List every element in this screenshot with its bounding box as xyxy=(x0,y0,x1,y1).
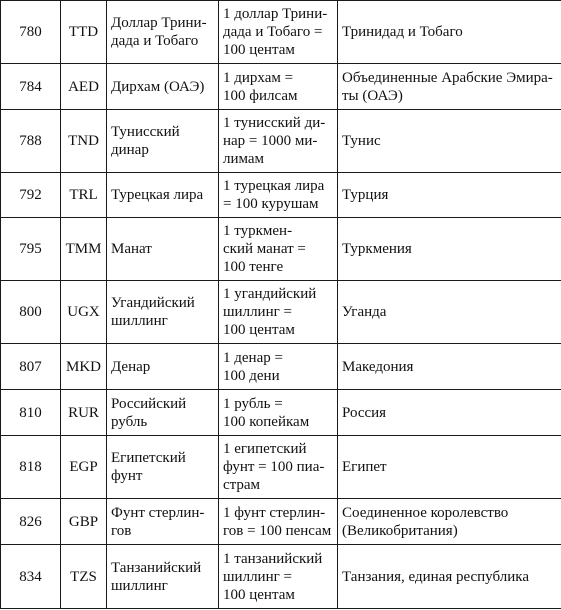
numeric-code-cell: 784 xyxy=(1,64,61,110)
numeric-code-cell: 834 xyxy=(1,545,61,609)
country-cell: Турция xyxy=(338,173,561,218)
currency-name-cell: Египетский фунт xyxy=(107,436,219,499)
country-cell: Россия xyxy=(338,390,561,436)
numeric-code-cell: 800 xyxy=(1,281,61,344)
alpha-code-cell: TMM xyxy=(61,218,107,281)
numeric-code-cell: 826 xyxy=(1,499,61,545)
country-cell: Тунис xyxy=(338,110,561,173)
currency-name-cell: Турецкая лира xyxy=(107,173,219,218)
alpha-code-cell: UGX xyxy=(61,281,107,344)
alpha-code-cell: TTD xyxy=(61,1,107,64)
country-cell: Соединенное королевство (Великобритания) xyxy=(338,499,561,545)
country-cell: Македония xyxy=(338,344,561,390)
subunit-cell: 1 турецкая лира = 100 курушам xyxy=(219,173,338,218)
currency-name-cell: Танзанийский шиллинг xyxy=(107,545,219,609)
subunit-cell: 1 доллар Трини- дада и Тобаго = 100 центам xyxy=(219,1,338,64)
numeric-code-cell: 807 xyxy=(1,344,61,390)
numeric-code-cell: 792 xyxy=(1,173,61,218)
alpha-code-cell: TND xyxy=(61,110,107,173)
table-row xyxy=(1,545,561,609)
subunit-cell: 1 фунт стерлин- гов = 100 пенсам xyxy=(219,499,338,545)
subunit-cell: 1 денар = 100 дени xyxy=(219,344,338,390)
currency-name-cell: Манат xyxy=(107,218,219,281)
alpha-code-cell: EGP xyxy=(61,436,107,499)
country-cell: Уганда xyxy=(338,281,561,344)
alpha-code-cell: GBP xyxy=(61,499,107,545)
table-row xyxy=(1,173,561,218)
subunit-cell: 1 тунисский ди- нар = 1000 ми- лимам xyxy=(219,110,338,173)
alpha-code-cell: AED xyxy=(61,64,107,110)
subunit-cell: 1 дирхам = 100 филсам xyxy=(219,64,338,110)
alpha-code-cell: TZS xyxy=(61,545,107,609)
table-row xyxy=(1,64,561,110)
table-row xyxy=(1,110,561,173)
numeric-code-cell: 795 xyxy=(1,218,61,281)
country-cell: Тринидад и Тобаго xyxy=(338,1,561,64)
table-row xyxy=(1,218,561,281)
currency-name-cell: Фунт стерлин- гов xyxy=(107,499,219,545)
subunit-cell: 1 угандийский шиллинг = 100 центам xyxy=(219,281,338,344)
subunit-cell: 1 рубль = 100 копейкам xyxy=(219,390,338,436)
alpha-code-cell: RUR xyxy=(61,390,107,436)
numeric-code-cell: 780 xyxy=(1,1,61,64)
country-cell: Туркмения xyxy=(338,218,561,281)
currency-name-cell: Российский рубль xyxy=(107,390,219,436)
country-cell: Объединенные Арабские Эмира- ты (ОАЭ) xyxy=(338,64,561,110)
numeric-code-cell: 788 xyxy=(1,110,61,173)
alpha-code-cell: TRL xyxy=(61,173,107,218)
currency-name-cell: Угандийский шиллинг xyxy=(107,281,219,344)
currency-name-cell: Доллар Трини- дада и Тобаго xyxy=(107,1,219,64)
subunit-cell: 1 танзанийский шиллинг = 100 центам xyxy=(219,545,338,609)
numeric-code-cell: 810 xyxy=(1,390,61,436)
currency-name-cell: Денар xyxy=(107,344,219,390)
currency-table-body xyxy=(1,1,561,609)
table-row xyxy=(1,281,561,344)
table-row xyxy=(1,390,561,436)
subunit-cell: 1 египетский фунт = 100 пиа- страм xyxy=(219,436,338,499)
table-row xyxy=(1,1,561,64)
alpha-code-cell: MKD xyxy=(61,344,107,390)
subunit-cell: 1 туркмен- ский манат = 100 тенге xyxy=(219,218,338,281)
currency-name-cell: Дирхам (ОАЭ) xyxy=(107,64,219,110)
currency-name-cell: Тунисский динар xyxy=(107,110,219,173)
country-cell: Египет xyxy=(338,436,561,499)
table-row xyxy=(1,499,561,545)
table-row xyxy=(1,344,561,390)
table-row xyxy=(1,436,561,499)
country-cell: Танзания, единая республика xyxy=(338,545,561,609)
numeric-code-cell: 818 xyxy=(1,436,61,499)
